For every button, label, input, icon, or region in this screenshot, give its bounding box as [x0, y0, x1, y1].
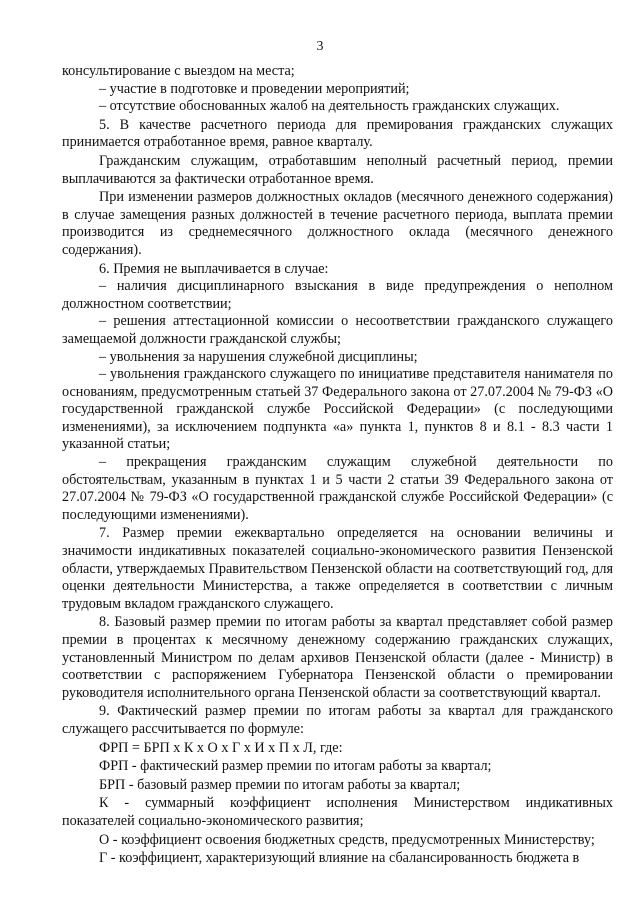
paragraph-11: – увольнения гражданского служащего по инициативе представителя нанимателя по основаниям, предусмотренным статьей 37 Федерального закона от 27.07.2004 № 79-ФЗ «О государственной гражданской службе Российской Федерации» (с последующими изменениями), за исключением подпункта «а» пункта 1, пунктов 8 и 8.1 - 8.3 части 1 указанной статьи;: [62, 366, 613, 453]
paragraph-5: Гражданским служащим, отработавшим неполный расчетный период, премии выплачиваются за фактически отработанное время.: [62, 152, 613, 187]
page-number: 3: [316, 39, 324, 54]
definition-frp: ФРП - фактический размер премии по итогам работы за квартал;: [99, 758, 492, 775]
paragraph-9: – решения аттестационной комиссии о несоответствии гражданского служащего замещаемой должности гражданской службы;: [62, 313, 613, 347]
paragraph-1: консультирование с выездом на места;: [62, 63, 295, 79]
paragraph-3: – отсутствие обоснованных жалоб на деятельность гражданских служащих.: [99, 98, 560, 115]
definition-g: Г - коэффициент, характеризующий влияние на сбалансированность бюджета в: [99, 850, 580, 867]
paragraph-2: – участие в подготовке и проведении мероприятий;: [99, 80, 410, 97]
definition-brp: БРП - базовый размер премии по итогам работы за квартал;: [99, 776, 461, 793]
document-body: [62, 63, 613, 868]
paragraph-4: 5. В качестве расчетного периода для премирования гражданских служащих принимается отработанное время, равное кварталу.: [62, 116, 613, 151]
formula: ФРП = БРП х К х О х Г х И х П х Л, где:: [99, 739, 343, 756]
definition-k: К - суммарный коэффициент исполнения Министерством индикативных показателей социально-экономического развития;: [62, 795, 613, 829]
paragraph-12: – прекращения гражданским служащим служебной деятельности по обстоятельствам, указанным в пунктах 1 и 5 части 2 статьи 39 Федерального закона от 27.07.2004 № 79-ФЗ «О государственной гражданской службе Российской Федерации» (с последующими изменениями).: [62, 454, 613, 523]
paragraph-14: 8. Базовый размер премии по итогам работы за квартал представляет собой размер премии в процентах к месячному денежному содержанию гражданских служащих, установленный Министром по делам архивов Пензенской области (далее - Министр) в соответствии с распоряжением Губернатора Пензенской области о премировании руководителя исполнительного органа Пензенской области за соответствующий квартал.: [62, 614, 613, 701]
paragraph-15: 9. Фактический размер премии по итогам работы за квартал для гражданского служащего рассчитывается по формуле:: [62, 703, 613, 737]
paragraph-8: – наличия дисциплинарного взыскания в виде предупреждения о неполном должностном соответствии;: [62, 278, 613, 312]
definition-o: О - коэффициент освоения бюджетных средств, предусмотренных Министерству;: [99, 831, 595, 848]
paragraph-6: При изменении размеров должностных окладов (месячного денежного содержания) в случае замещения разных должностей в течение расчетного периода, выплата премии производится из среднемесячного должностного оклада (месячного денежного содержания).: [62, 189, 613, 258]
paragraph-13: 7. Размер премии ежеквартально определяется на основании величины и значимости индикативных показателей социально-экономического развития Пензенской области, утверждаемых Правительством Пензенской области на соответствующий год, для оценки деятельности Министерства, а также определяется в соответствии с личным трудовым вкладом гражданского служащего.: [62, 525, 613, 612]
paragraph-10: – увольнения за нарушения служебной дисциплины;: [99, 348, 418, 365]
paragraph-7: 6. Премия не выплачивается в случае:: [99, 260, 329, 277]
